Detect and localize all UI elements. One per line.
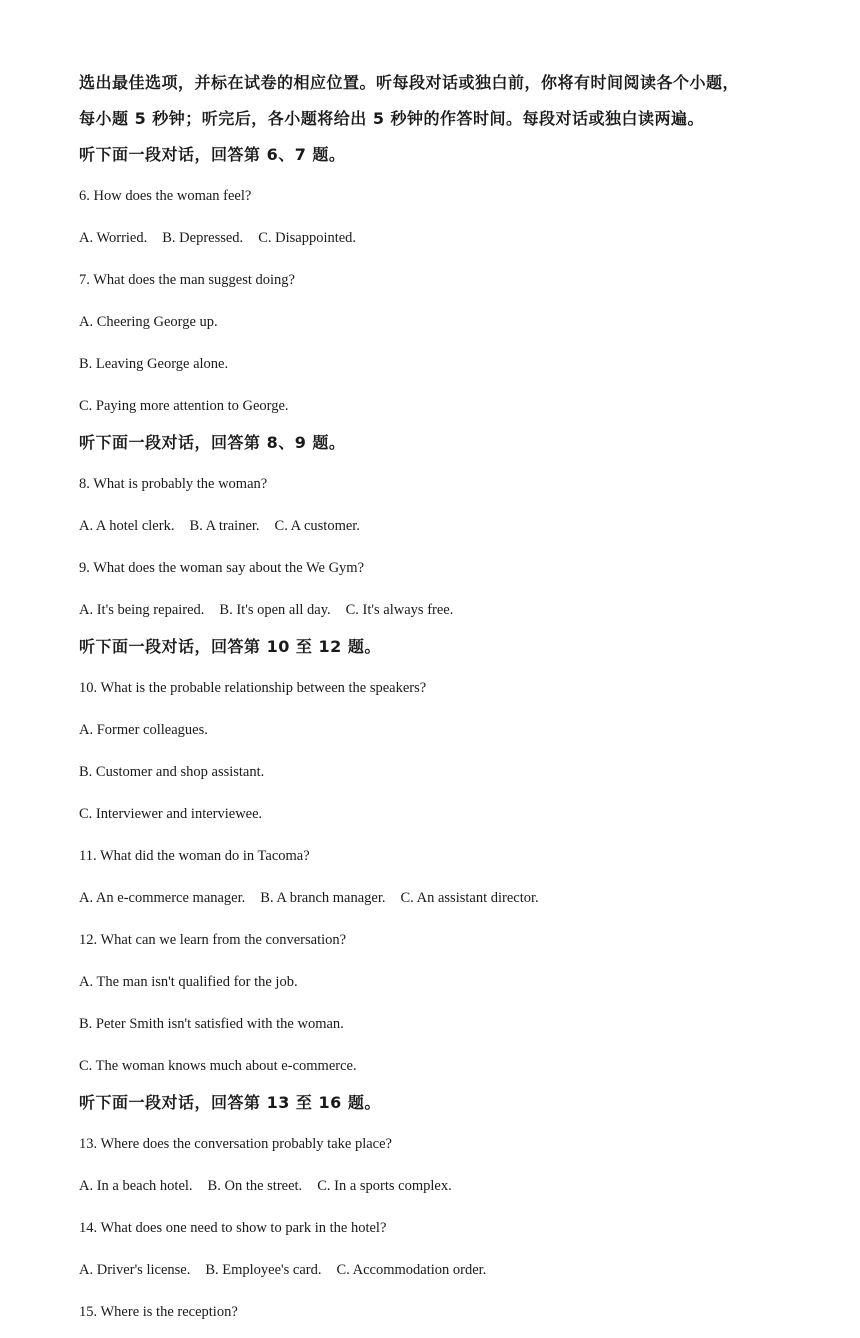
option-b: B. Employee's card. (205, 1262, 322, 1278)
question-10-option-c: C. Interviewer and interviewee. (79, 806, 263, 822)
question-11: 11. What did the woman do in Tacoma? (79, 848, 310, 864)
question-13-options (79, 1170, 789, 1212)
question-7: 7. What does the man suggest doing? (79, 272, 295, 288)
option-a: A. In a beach hotel. (79, 1178, 193, 1194)
question-12-option-a: A. The man isn't qualified for the job. (79, 974, 298, 990)
question-10-option-a: A. Former colleagues. (79, 722, 208, 738)
instructions-line-1: 选出最佳选项，并标在试卷的相应位置。听每段对话或独白前，你将有时间阅读各个小题， (79, 73, 740, 92)
question-12-option-c: C. The woman knows much about e-commerce. (79, 1058, 357, 1074)
question-11-options (79, 882, 789, 924)
option-b: B. Depressed. (162, 230, 244, 246)
option-a: A. A hotel clerk. (79, 518, 175, 534)
question-7-option-c: C. Paying more attention to George. (79, 398, 289, 414)
option-a: A. An e-commerce manager. (79, 890, 246, 906)
option-b: B. It's open all day. (219, 602, 331, 618)
question-8: 8. What is probably the woman? (79, 476, 268, 492)
option-b: B. A branch manager. (260, 890, 386, 906)
question-6: 6. How does the woman feel? (79, 188, 252, 204)
exam-page (79, 68, 789, 1338)
instructions-line-2: 每小题 5 秒钟；听完后，各小题将给出 5 秒钟的作答时间。每段对话或独白读两遍。 (79, 109, 705, 128)
question-15: 15. Where is the reception? (79, 1304, 238, 1320)
option-b: B. A trainer. (189, 518, 260, 534)
option-a: A. It's being repaired. (79, 602, 205, 618)
section-heading-10-12: 听下面一段对话，回答第 10 至 12 题。 (79, 637, 381, 656)
option-c: C. Disappointed. (258, 230, 357, 246)
section-heading-13-16: 听下面一段对话，回答第 13 至 16 题。 (79, 1093, 381, 1112)
option-c: C. A customer. (274, 518, 360, 534)
question-12-option-b: B. Peter Smith isn't satisfied with the woman. (79, 1016, 344, 1032)
question-9: 9. What does the woman say about the We Gym? (79, 560, 365, 576)
option-c: C. It's always free. (345, 602, 454, 618)
option-c: C. Accommodation order. (336, 1262, 487, 1278)
question-10-option-b: B. Customer and shop assistant. (79, 764, 265, 780)
question-13: 13. Where does the conversation probably take place? (79, 1136, 392, 1152)
question-9-options (79, 594, 789, 636)
section-heading-8-9: 听下面一段对话，回答第 8、9 题。 (79, 433, 346, 452)
question-10: 10. What is the probable relationship between the speakers? (79, 680, 427, 696)
option-c: C. In a sports complex. (317, 1178, 452, 1194)
question-7-option-a: A. Cheering George up. (79, 314, 218, 330)
option-b: B. On the street. (207, 1178, 303, 1194)
section-heading-6-7: 听下面一段对话，回答第 6、7 题。 (79, 145, 346, 164)
question-8-options (79, 510, 789, 552)
option-a: A. Worried. (79, 230, 148, 246)
question-6-options (79, 222, 789, 264)
option-a: A. Driver's license. (79, 1262, 191, 1278)
question-14-options (79, 1254, 789, 1296)
option-c: C. An assistant director. (400, 890, 539, 906)
question-7-option-b: B. Leaving George alone. (79, 356, 229, 372)
question-12: 12. What can we learn from the conversation? (79, 932, 347, 948)
question-14: 14. What does one need to show to park in the hotel? (79, 1220, 387, 1236)
